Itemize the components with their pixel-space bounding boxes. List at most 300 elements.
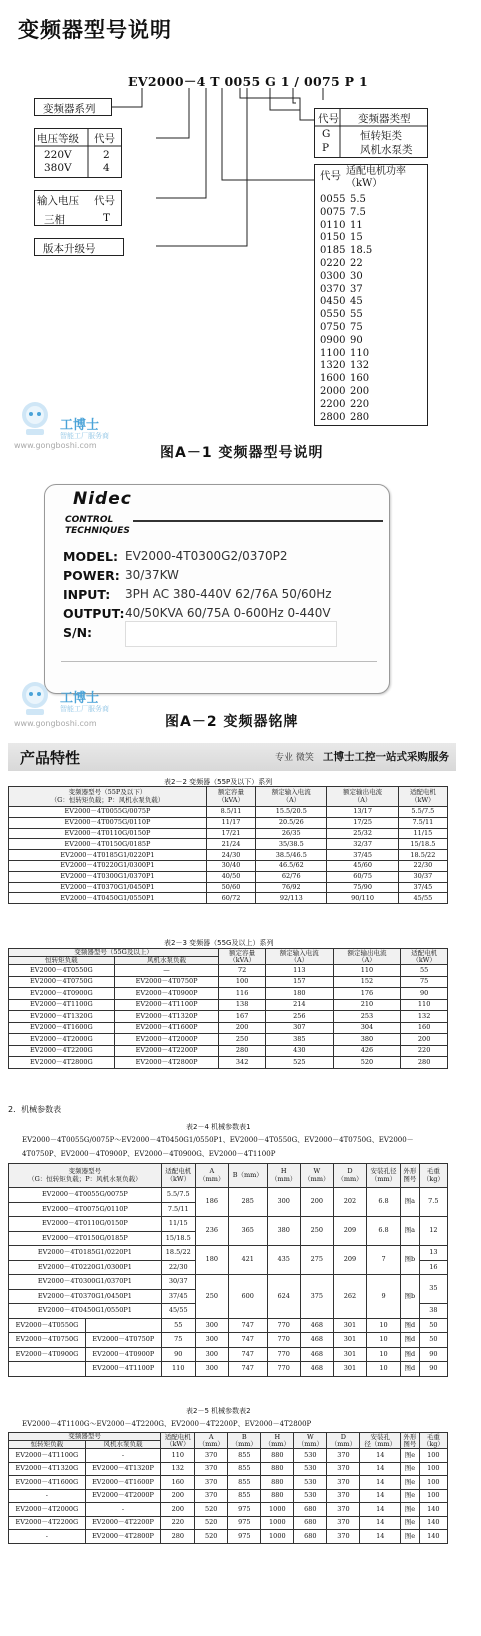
table23-cell: EV2000－4T0750G xyxy=(9,976,115,988)
table24-note: EV2000－4T0055G/0075P～EV2000－4T0450G1/0550P1、EV2000－4T0550G、EV2000－4T0750G、EV2000－4T0750P、EV2000－4T0900P、EV2000－4T0900G、EV2000－4T1100P xyxy=(22,1136,414,1158)
table23-cell: EV2000－4T0900G xyxy=(9,988,115,1000)
table24-dim: 275 xyxy=(300,1246,333,1275)
table25-cell: 100 xyxy=(419,1476,447,1490)
table24-cell: 10 xyxy=(367,1347,401,1362)
nameplate-key: MODEL: xyxy=(63,549,118,564)
table22-row xyxy=(9,882,448,893)
table24-header-cell: 毛重 （kg） xyxy=(419,1164,447,1188)
voltage-header-code: 代号 xyxy=(94,133,115,145)
table22-cell: 45/55 xyxy=(398,893,447,904)
table24-cell: 468 xyxy=(300,1318,333,1333)
table25-cell: 图e xyxy=(401,1530,420,1544)
watermark-name: 工博士 xyxy=(60,691,100,706)
table24-model: EV2000－4T0300G1/0370P1 xyxy=(9,1275,162,1290)
table24-cell: EV2000－4T0900G xyxy=(9,1347,86,1362)
page-title: 变频器型号说明 xyxy=(18,18,172,42)
table22-cell: 35/38.5 xyxy=(256,839,327,850)
table23-cell: 160 xyxy=(401,1022,448,1034)
table24-cell: 468 xyxy=(300,1347,333,1362)
power-code: 0900 xyxy=(320,334,346,346)
watermark-name: 工博士 xyxy=(60,418,100,433)
table22-row xyxy=(9,893,448,904)
type-header-type: 变频器类型 xyxy=(358,113,411,125)
table22-cell: 62/76 xyxy=(256,871,327,882)
table22-cell: 5.5/7.5 xyxy=(398,807,447,818)
table22-header-cell: 额定输入电流 （A） xyxy=(256,787,327,807)
table24-dim: 250 xyxy=(195,1275,228,1319)
table24-cell: 图d xyxy=(400,1362,419,1377)
power-kw: 15 xyxy=(350,232,363,244)
table24-model: EV2000－4T0110G/0150P xyxy=(9,1217,162,1232)
power-kw: 22 xyxy=(350,258,363,269)
table23-cell: 110 xyxy=(333,965,401,977)
table24-dim: 图b xyxy=(400,1275,419,1319)
table25-cell: 1000 xyxy=(261,1516,294,1530)
table24-dim: 6.8 xyxy=(367,1188,401,1217)
table23-cell: EV2000－4T0550G xyxy=(9,965,115,977)
power-code: 0075 xyxy=(320,206,346,218)
table25-cell: 图e xyxy=(401,1462,420,1476)
table23-cell: EV2000－4T2200P xyxy=(114,1045,218,1057)
table22-cell: 15/18.5 xyxy=(398,839,447,850)
power-code: 0220 xyxy=(320,258,346,269)
table24-cell: 90 xyxy=(161,1347,195,1362)
table22-cell: EV2000－4T0220G1/0300P1 xyxy=(9,860,207,871)
table24-row xyxy=(9,1362,448,1377)
table23-cell: 250 xyxy=(219,1034,266,1046)
table25-cell: 880 xyxy=(261,1449,294,1463)
table25-row xyxy=(9,1462,448,1476)
table25-row xyxy=(9,1449,448,1463)
table25-cell: 14 xyxy=(360,1530,401,1544)
table24-cell: EV2000－4T0750P xyxy=(85,1333,161,1348)
table23-cell: EV2000－4T2000G xyxy=(9,1034,115,1046)
table25-cell: EV2000－4T1100G xyxy=(9,1449,86,1463)
table25-cell: 140 xyxy=(419,1516,447,1530)
table22-cell: 32/37 xyxy=(327,839,398,850)
table25-header-cell: W （mm） xyxy=(294,1433,327,1449)
table25-cell: 680 xyxy=(294,1516,327,1530)
table22-cell: 37/45 xyxy=(398,882,447,893)
table24-dim: 202 xyxy=(333,1188,366,1217)
table23-cell: 152 xyxy=(333,976,401,988)
table22-cell: 25/32 xyxy=(327,828,398,839)
table25-header-sub: 恒转矩负载 xyxy=(9,1441,86,1449)
table23-row xyxy=(9,999,448,1011)
table22-row xyxy=(9,807,448,818)
table24-model: EV2000－4T0450G1/0550P1 xyxy=(9,1304,162,1319)
power-kw: 30 xyxy=(350,270,363,282)
table22-row xyxy=(9,839,448,850)
voltage-380-code: 4 xyxy=(103,162,110,174)
watermark-sub: 智能工厂服务商 xyxy=(60,705,109,713)
table22-cell: 11/17 xyxy=(206,817,255,828)
power-code: 0750 xyxy=(320,322,346,333)
table23-cell: 72 xyxy=(219,965,266,977)
table22-cell: 7.5/11 xyxy=(398,817,447,828)
table23-cell: 426 xyxy=(333,1045,401,1057)
table24-cell: 747 xyxy=(228,1347,267,1362)
table22-cell: 18.5/22 xyxy=(398,850,447,861)
table22-cell: 92/113 xyxy=(256,893,327,904)
table23-cell: EV2000－4T0900P xyxy=(114,988,218,1000)
table25-cell: EV2000－4T2200G xyxy=(9,1516,86,1530)
watermark-url: www.gongboshi.com xyxy=(14,441,97,450)
table24-weight: 13 xyxy=(419,1246,447,1261)
table23-cell: EV2000－4T1600G xyxy=(9,1022,115,1034)
table24-dim: 624 xyxy=(267,1275,300,1319)
table25-header-sub: 风机水泵负载 xyxy=(85,1441,161,1449)
table22-header-cell: 适配电机 （kW） xyxy=(398,787,447,807)
type-code-g: G xyxy=(322,128,331,140)
power-code: 0150 xyxy=(320,232,346,244)
table24-model: EV2000－4T0185G1/0220P1 xyxy=(9,1246,162,1261)
power-kw: 5.5 xyxy=(350,194,366,205)
table23-row xyxy=(9,1045,448,1057)
table24-dim: 9 xyxy=(367,1275,401,1319)
nameplate-bottom-rule xyxy=(61,661,377,662)
table24-model: EV2000－4T0075G/0110P xyxy=(9,1202,162,1217)
table24-kw: 45/55 xyxy=(161,1304,195,1319)
table23-cell: 304 xyxy=(333,1022,401,1034)
table23-header-model: 变频器型号（55G及以上） xyxy=(9,949,219,957)
table25-cell: 370 xyxy=(195,1489,228,1503)
table25-cell: 975 xyxy=(228,1503,261,1517)
table22-cell: 37/45 xyxy=(327,850,398,861)
table25-cell: 370 xyxy=(327,1476,360,1490)
table23-row xyxy=(9,988,448,1000)
table24-kw: 30/37 xyxy=(161,1275,195,1290)
table22-cell: 60/75 xyxy=(327,871,398,882)
table23-cell: 430 xyxy=(265,1045,333,1057)
table22-cell: 46.5/62 xyxy=(256,860,327,871)
table22-cell: 24/30 xyxy=(206,850,255,861)
table24-cell: 10 xyxy=(367,1362,401,1377)
banner-title: 产品特性 xyxy=(20,749,81,767)
table25-cell: 370 xyxy=(327,1516,360,1530)
table25-cell: 280 xyxy=(161,1530,195,1544)
table22-header-cell: 额定容量 （kVA） xyxy=(206,787,255,807)
table24-dim: 236 xyxy=(195,1217,228,1246)
power-kw: 110 xyxy=(350,347,370,359)
table22-cell: 50/60 xyxy=(206,882,255,893)
table24-weight: 38 xyxy=(419,1304,447,1319)
table22-header-cell: 变频器型号（55P及以下） （G：恒转矩负载；P：风机水泵负载） xyxy=(9,787,207,807)
table24-cell: 110 xyxy=(161,1362,195,1377)
table25-cell: 1000 xyxy=(261,1503,294,1517)
table22-row xyxy=(9,828,448,839)
table22-cell: EV2000－4T0075G/0110P xyxy=(9,817,207,828)
table25-cell: 520 xyxy=(195,1530,228,1544)
table24-row xyxy=(9,1217,448,1232)
table25-cell: 100 xyxy=(419,1489,447,1503)
table23-cell: EV2000－4T1600P xyxy=(114,1022,218,1034)
table24-dim: 图a xyxy=(400,1188,419,1217)
table24-cell: 300 xyxy=(195,1318,228,1333)
table23-cell: 55 xyxy=(401,965,448,977)
power-kw: 90 xyxy=(350,334,363,346)
table22-cell: EV2000－4T0450G1/0550P1 xyxy=(9,893,207,904)
table24-cell: EV2000－4T0550G xyxy=(9,1318,86,1333)
table24-dim: 365 xyxy=(228,1217,267,1246)
table23-header-cell: 适配电机 （kW） xyxy=(401,949,448,965)
table25-caption: 表2－5 机械参数表2 xyxy=(186,1407,251,1415)
table25-cell: 370 xyxy=(327,1449,360,1463)
table25-cell: 220 xyxy=(161,1516,195,1530)
table25-cell: 370 xyxy=(327,1503,360,1517)
banner-tagline: 专业 微笑 xyxy=(275,753,314,763)
table24-cell xyxy=(9,1362,86,1377)
input-code-t: T xyxy=(103,212,111,224)
table23-cell: EV2000－4T1320G xyxy=(9,1011,115,1023)
table25-cell: EV2000－4T2200P xyxy=(85,1516,161,1530)
table24-dim: 421 xyxy=(228,1246,267,1275)
table23-caption: 表2－3 变频器（55G及以上）系列 xyxy=(164,939,274,947)
type-g-label: 恒转矩类 xyxy=(360,130,402,142)
table25-row xyxy=(9,1516,448,1530)
table25-cell: 680 xyxy=(294,1530,327,1544)
table24-dim: 375 xyxy=(300,1275,333,1319)
table24-dim: 6.8 xyxy=(367,1217,401,1246)
nameplate-card xyxy=(44,484,390,694)
table25-cell: EV2000－4T1600G xyxy=(9,1476,86,1490)
table24-cell: 50 xyxy=(419,1318,447,1333)
table24-cell: 770 xyxy=(267,1347,300,1362)
table22-row xyxy=(9,860,448,871)
table24-cell: 301 xyxy=(333,1318,366,1333)
table24 xyxy=(8,1163,448,1377)
power-kw: 280 xyxy=(350,411,370,423)
table25-cell: 14 xyxy=(360,1476,401,1490)
table22-cell: 8.5/11 xyxy=(206,807,255,818)
table23-cell: 132 xyxy=(401,1011,448,1023)
voltage-header-level: 电压等级 xyxy=(37,133,79,145)
nameplate-key: S/N: xyxy=(63,625,93,640)
table23-cell: 385 xyxy=(265,1034,333,1046)
table24-cell: 747 xyxy=(228,1318,267,1333)
table22-cell: 30/40 xyxy=(206,860,255,871)
table25-header-cell: 外形 图号 xyxy=(401,1433,420,1449)
table24-cell: 75 xyxy=(161,1333,195,1348)
table25-header-cell: 安装孔 径（mm） xyxy=(360,1433,401,1449)
table24-cell: 770 xyxy=(267,1362,300,1377)
table22-cell: 75/90 xyxy=(327,882,398,893)
table25-cell: 370 xyxy=(327,1489,360,1503)
table22-cell: 38.5/46.5 xyxy=(256,850,327,861)
banner-service: 工博士工控一站式采购服务 xyxy=(323,751,449,763)
power-code: 2000 xyxy=(320,386,346,397)
table24-dim: 380 xyxy=(267,1217,300,1246)
table23-cell: 176 xyxy=(333,988,401,1000)
power-code: 0055 xyxy=(320,194,346,205)
table22-caption: 表2－2 变频器（55P及以下）系列 xyxy=(164,778,273,786)
table23-row xyxy=(9,1022,448,1034)
table24-cell: 50 xyxy=(419,1333,447,1348)
table25-cell: 110 xyxy=(161,1449,195,1463)
table24-dim: 600 xyxy=(228,1275,267,1319)
table23 xyxy=(8,948,448,1069)
input-header-code: 代号 xyxy=(94,195,115,207)
table23-cell: 167 xyxy=(219,1011,266,1023)
table24-kw: 18.5/22 xyxy=(161,1246,195,1261)
power-code: 2800 xyxy=(320,411,346,423)
table24-header-row xyxy=(9,1164,448,1188)
table23-cell: EV2000－4T2000P xyxy=(114,1034,218,1046)
table24-header-cell: 适配电机 （kW） xyxy=(161,1164,195,1188)
table22-cell: EV2000－4T0150G/0185P xyxy=(9,839,207,850)
table24-dim: 200 xyxy=(300,1188,333,1217)
table25-cell: - xyxy=(9,1489,86,1503)
table25-cell: 520 xyxy=(195,1516,228,1530)
table24-cell: 10 xyxy=(367,1318,401,1333)
table24-dim: 285 xyxy=(228,1188,267,1217)
table24-model: EV2000－4T0055G/0075P xyxy=(9,1188,162,1203)
power-code: 1320 xyxy=(320,360,346,372)
watermark-sub: 智能工厂服务商 xyxy=(60,432,109,440)
table23-cell: EV2000－4T0750P xyxy=(114,976,218,988)
table25-cell: 880 xyxy=(261,1476,294,1490)
table25-cell: 370 xyxy=(195,1462,228,1476)
table25-cell: 14 xyxy=(360,1462,401,1476)
table22-cell: 15.5/20.5 xyxy=(256,807,327,818)
table23-cell: 75 xyxy=(401,976,448,988)
table23-cell: 180 xyxy=(265,988,333,1000)
table23-cell: EV2000－4T1320P xyxy=(114,1011,218,1023)
power-kw: 55 xyxy=(350,309,363,321)
voltage-220-code: 2 xyxy=(103,149,110,161)
table24-dim: 180 xyxy=(195,1246,228,1275)
table24-dim: 300 xyxy=(267,1188,300,1217)
table22-cell: 13/17 xyxy=(327,807,398,818)
table24-dim: 250 xyxy=(300,1217,333,1246)
power-header-kw: 适配电机功率（kW） xyxy=(346,166,406,189)
nameplate-key: OUTPUT: xyxy=(63,606,125,621)
table25-header-cell: 适配电机 （kW） xyxy=(161,1433,195,1449)
nameplate-value: EV2000-4T0300G2/0370P2 xyxy=(125,549,288,563)
table24-cell: 90 xyxy=(419,1362,447,1377)
table22-cell: 40/50 xyxy=(206,871,255,882)
table25-cell: 370 xyxy=(195,1476,228,1490)
table24-model: EV2000－4T0370G1/0450P1 xyxy=(9,1289,162,1304)
table25-cell: 100 xyxy=(419,1449,447,1463)
table23-cell: 214 xyxy=(265,999,333,1011)
table25-cell: 855 xyxy=(228,1449,261,1463)
table24-cell: 468 xyxy=(300,1362,333,1377)
table25-header-cell: H （mm） xyxy=(261,1433,294,1449)
table23-cell: 210 xyxy=(333,999,401,1011)
table24-row xyxy=(9,1318,448,1333)
power-kw: 200 xyxy=(350,386,370,397)
table23-cell: 220 xyxy=(401,1045,448,1057)
product-features-banner xyxy=(8,743,456,771)
table23-cell: 342 xyxy=(219,1057,266,1069)
brand-line2: TECHNIQUES xyxy=(65,526,130,536)
table24-dim: 186 xyxy=(195,1188,228,1217)
table25-cell: 530 xyxy=(294,1449,327,1463)
table24-row xyxy=(9,1275,448,1290)
nameplate-value: 40/50KVA 60/75A 0-600Hz 0-440V xyxy=(125,606,331,620)
table22 xyxy=(8,786,448,904)
table22-cell: 17/25 xyxy=(327,817,398,828)
table23-cell: 380 xyxy=(333,1034,401,1046)
table24-row xyxy=(9,1188,448,1203)
table24-kw: 37/45 xyxy=(161,1289,195,1304)
table22-header-row xyxy=(9,787,448,807)
table25-row xyxy=(9,1530,448,1544)
table23-cell: 280 xyxy=(219,1045,266,1057)
table23-cell: EV2000－4T2800P xyxy=(114,1057,218,1069)
table22-cell: 90/110 xyxy=(327,893,398,904)
table22-cell: 30/37 xyxy=(398,871,447,882)
table25-cell: 100 xyxy=(419,1462,447,1476)
power-code: 1100 xyxy=(320,347,346,359)
table23-header-sub: 恒转矩负载 xyxy=(9,957,115,965)
table22-cell: 17/21 xyxy=(206,828,255,839)
table24-cell: EV2000－4T0750G xyxy=(9,1333,86,1348)
table25-cell: EV2000－4T2000P xyxy=(85,1489,161,1503)
table25-cell: 975 xyxy=(228,1516,261,1530)
table25-cell: 14 xyxy=(360,1449,401,1463)
nameplate-rule xyxy=(133,520,383,522)
table24-kw: 7.5/11 xyxy=(161,1202,195,1217)
brand-line1: CONTROL xyxy=(65,515,114,525)
table23-cell: EV2000－4T2200G xyxy=(9,1045,115,1057)
table25-cell: 1000 xyxy=(261,1530,294,1544)
table25-cell: 160 xyxy=(161,1476,195,1490)
table25-cell: 530 xyxy=(294,1489,327,1503)
table24-weight: 12 xyxy=(419,1217,447,1246)
table25-cell: 图e xyxy=(401,1476,420,1490)
power-code: 0450 xyxy=(320,296,346,308)
table25-header-cell: B （mm） xyxy=(228,1433,261,1449)
table25-cell: 880 xyxy=(261,1462,294,1476)
table25-cell: 14 xyxy=(360,1516,401,1530)
power-kw: 75 xyxy=(350,322,363,333)
power-code: 0550 xyxy=(320,309,346,321)
table25-cell: 14 xyxy=(360,1489,401,1503)
table23-row xyxy=(9,1034,448,1046)
power-kw: 132 xyxy=(350,360,370,372)
table22-row xyxy=(9,871,448,882)
power-kw: 18.5 xyxy=(350,245,373,257)
table24-header-cell: 变频器型号 （G：恒转矩负载；P：风机水泵负载） xyxy=(9,1164,162,1188)
table24-cell: 55 xyxy=(161,1318,195,1333)
figure-a2-caption: 图A－2 变频器铭牌 xyxy=(165,714,299,730)
table23-header-cell: 额定输出电流 （A） xyxy=(333,949,401,965)
table25-header-row xyxy=(9,1433,448,1441)
table24-cell: EV2000－4T1100P xyxy=(85,1362,161,1377)
table24-cell: 468 xyxy=(300,1333,333,1348)
table25-header-cell: A （mm） xyxy=(195,1433,228,1449)
table25-cell: 855 xyxy=(228,1476,261,1490)
table23-cell: 157 xyxy=(265,976,333,988)
table23-cell: 200 xyxy=(219,1022,266,1034)
power-kw: 160 xyxy=(350,373,370,385)
series-label: 变频器系列 xyxy=(43,103,96,115)
table25-cell: 140 xyxy=(419,1530,447,1544)
table24-cell: 图d xyxy=(400,1347,419,1362)
table24-cell: 770 xyxy=(267,1318,300,1333)
table25-cell: 855 xyxy=(228,1489,261,1503)
table24-kw: 22/30 xyxy=(161,1260,195,1275)
table22-cell: 76/92 xyxy=(256,882,327,893)
power-code: 0110 xyxy=(320,219,346,231)
table25-header-cell: D （mm） xyxy=(327,1433,360,1449)
table22-cell: EV2000－4T0300G1/0370P1 xyxy=(9,871,207,882)
table25-cell: 680 xyxy=(294,1503,327,1517)
table23-cell: 307 xyxy=(265,1022,333,1034)
table24-cell: 747 xyxy=(228,1333,267,1348)
